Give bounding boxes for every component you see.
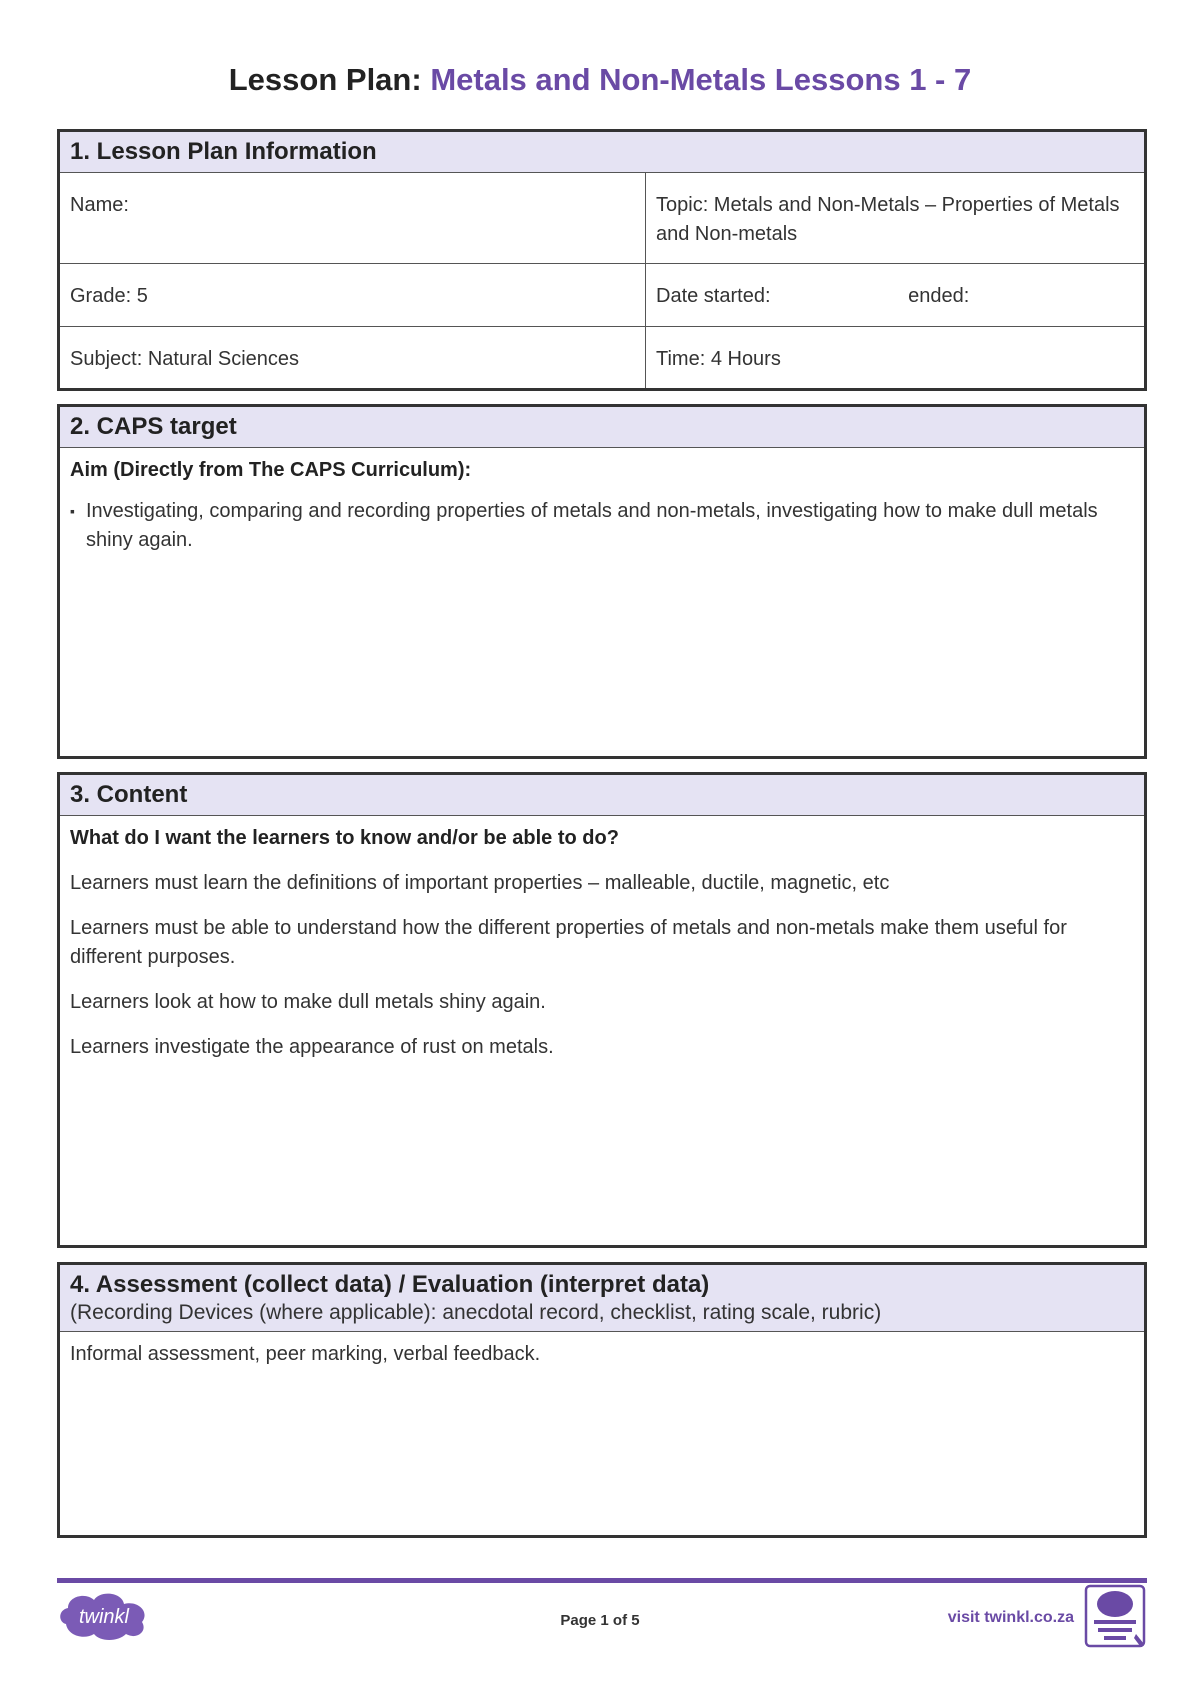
content-question: What do I want the learners to know and/or be able to do? <box>70 827 619 849</box>
assessment-body <box>60 1332 1144 1395</box>
date-cell <box>646 263 1145 326</box>
content-section <box>57 772 1147 1248</box>
time-cell <box>646 326 1145 388</box>
content-paragraph: Learners look at how to make dull metals shiny again. <box>70 991 546 1013</box>
section-heading: 2. CAPS target <box>60 407 1144 448</box>
caps-target-section <box>57 404 1147 759</box>
quality-standard-badge-icon <box>1084 1584 1148 1650</box>
page-title <box>0 62 1200 98</box>
aim-bullet: ▪ Investigating, comparing and recording properties of metals and non-metals, investigating how to make dull metals shiny again. <box>70 497 1134 555</box>
date-ended-label: ended: <box>908 284 970 307</box>
section-heading <box>60 1265 1144 1332</box>
topic-text: Topic: Metals and Non-Metals – Properties of Metals and Non-metals <box>656 194 1120 245</box>
assessment-section <box>57 1262 1147 1538</box>
content-body <box>60 816 1144 1088</box>
grade-text: Grade: 5 <box>70 284 148 307</box>
assessment-text: Informal assessment, peer marking, verbal feedback. <box>70 1343 541 1365</box>
title-prefix: Lesson Plan: <box>228 62 422 97</box>
subject-text: Subject: Natural Sciences <box>70 347 300 370</box>
topic-cell <box>646 173 1145 263</box>
page-number: Page 1 of 5 <box>560 1612 640 1629</box>
lesson-plan-info-section <box>57 129 1147 391</box>
info-table <box>60 173 1144 388</box>
caps-body <box>60 448 1144 565</box>
name-cell <box>60 173 646 263</box>
grade-cell <box>60 263 646 326</box>
footer-divider <box>57 1578 1147 1583</box>
content-paragraph: Learners must learn the definitions of important properties – malleable, ductile, magnetic, etc <box>70 872 890 894</box>
content-paragraph: Learners investigate the appearance of rust on metals. <box>70 1036 554 1058</box>
section-heading: 1. Lesson Plan Information <box>60 132 1144 173</box>
assessment-subheading: (Recording Devices (where applicable): anecdotal record, checklist, rating scale, rubric) <box>70 1301 882 1324</box>
date-started-label: Date started: <box>656 284 771 307</box>
subject-cell <box>60 326 646 388</box>
time-text: Time: 4 Hours <box>656 347 781 370</box>
content-paragraph: Learners must be able to understand how the different properties of metals and non-metals make them useful for different purposes. <box>70 917 1067 968</box>
title-subject: Metals and Non-Metals Lessons 1 - 7 <box>430 62 972 97</box>
name-label: Name: <box>70 194 129 216</box>
assessment-heading: 4. Assessment (collect data) / Evaluation (interpret data) <box>70 1271 710 1298</box>
visit-link[interactable]: visit twinkl.co.za <box>947 1609 1074 1626</box>
logo-text: twinkl <box>78 1606 130 1628</box>
section-heading: 3. Content <box>60 775 1144 816</box>
aim-label: Aim (Directly from The CAPS Curriculum): <box>70 459 472 481</box>
